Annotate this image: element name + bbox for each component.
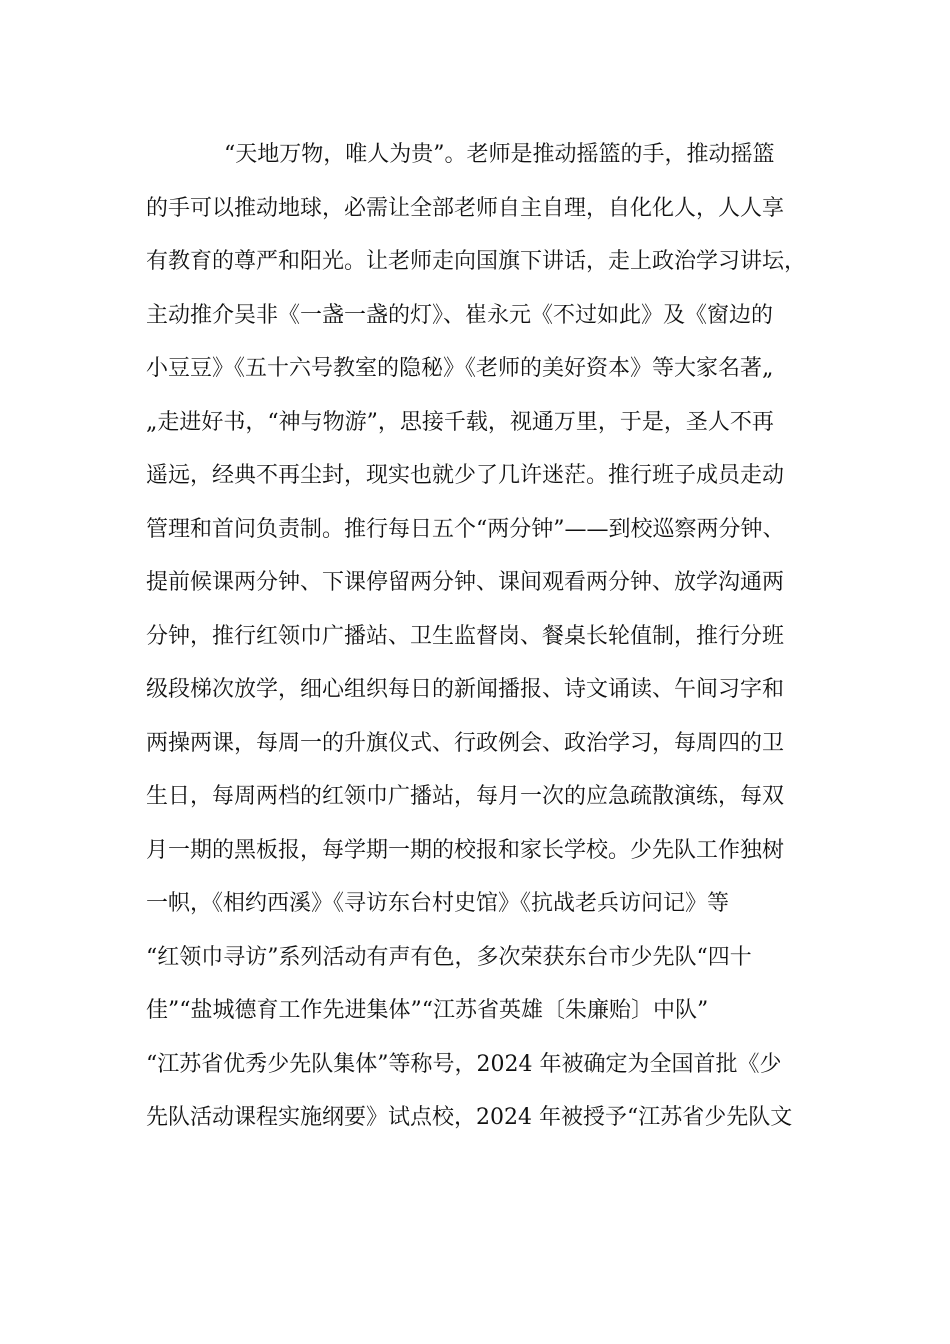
text-line: 遥远，经典不再尘封，现实也就少了几许迷茫。推行班子成员走动	[146, 463, 785, 488]
text-line: 生日，每周两档的红领巾广播站，每月一次的应急疏散演练，每双	[146, 784, 785, 809]
text-line: 级段梯次放学，细心组织每日的新闻播报、诗文诵读、午间习字和	[146, 677, 785, 702]
text-line: 有教育的尊严和阳光。让老师走向国旗下讲话，走上政治学习讲坛，	[146, 249, 807, 274]
text-line: 两操两课，每周一的升旗仪式、行政例会、政治学习，每周四的卫	[146, 730, 785, 756]
text-line: 主动推介吴非《一盏一盏的灯》、崔永元《不过如此》及《窗边的	[146, 302, 774, 328]
text-line: 分钟，推行红领巾广播站、卫生监督岗、餐桌长轮值制，推行分班	[146, 623, 785, 649]
text-line: “江苏省优秀少先队集体”等称号，2024 年被确定为全国首批《少	[146, 1051, 782, 1077]
text-line: „走进好书，“神与物游”，思接千载，视通万里，于是，圣人不再	[146, 409, 774, 435]
text-line: 小豆豆》《五十六号教室的隐秘》《老师的美好资本》等大家名著„	[146, 356, 774, 381]
text-line: 一帜，《相约西溪》《寻访东台村史馆》《抗战老兵访问记》等	[146, 891, 730, 916]
text-line: 提前候课两分钟、下课停留两分钟、课间观看两分钟、放学沟通两	[146, 570, 785, 595]
text-line: 佳”“盐城德育工作先进集体”“江苏省英雄〔朱廉贻〕中队”	[146, 998, 709, 1023]
text-line: “红领巾寻访”系列活动有声有色，多次荣获东台市少先队“四十	[146, 944, 752, 970]
text-line: 先队活动课程实施纲要》试点校，2024 年被授予“江苏省少先队文	[146, 1105, 793, 1130]
text-line: 管理和首问负责制。推行每日五个“两分钟”——到校巡察两分钟、	[146, 516, 785, 542]
text-line: “天地万物，唯人为贵”。老师是推动摇篮的手，推动摇篮	[224, 142, 775, 167]
text-line: 月一期的黑板报，每学期一期的校报和家长学校。少先队工作独树	[146, 837, 785, 863]
body-paragraph	[146, 128, 826, 1145]
text-line: 的手可以推动地球，必需让全部老师自主自理，自化化人，人人享	[146, 195, 785, 221]
